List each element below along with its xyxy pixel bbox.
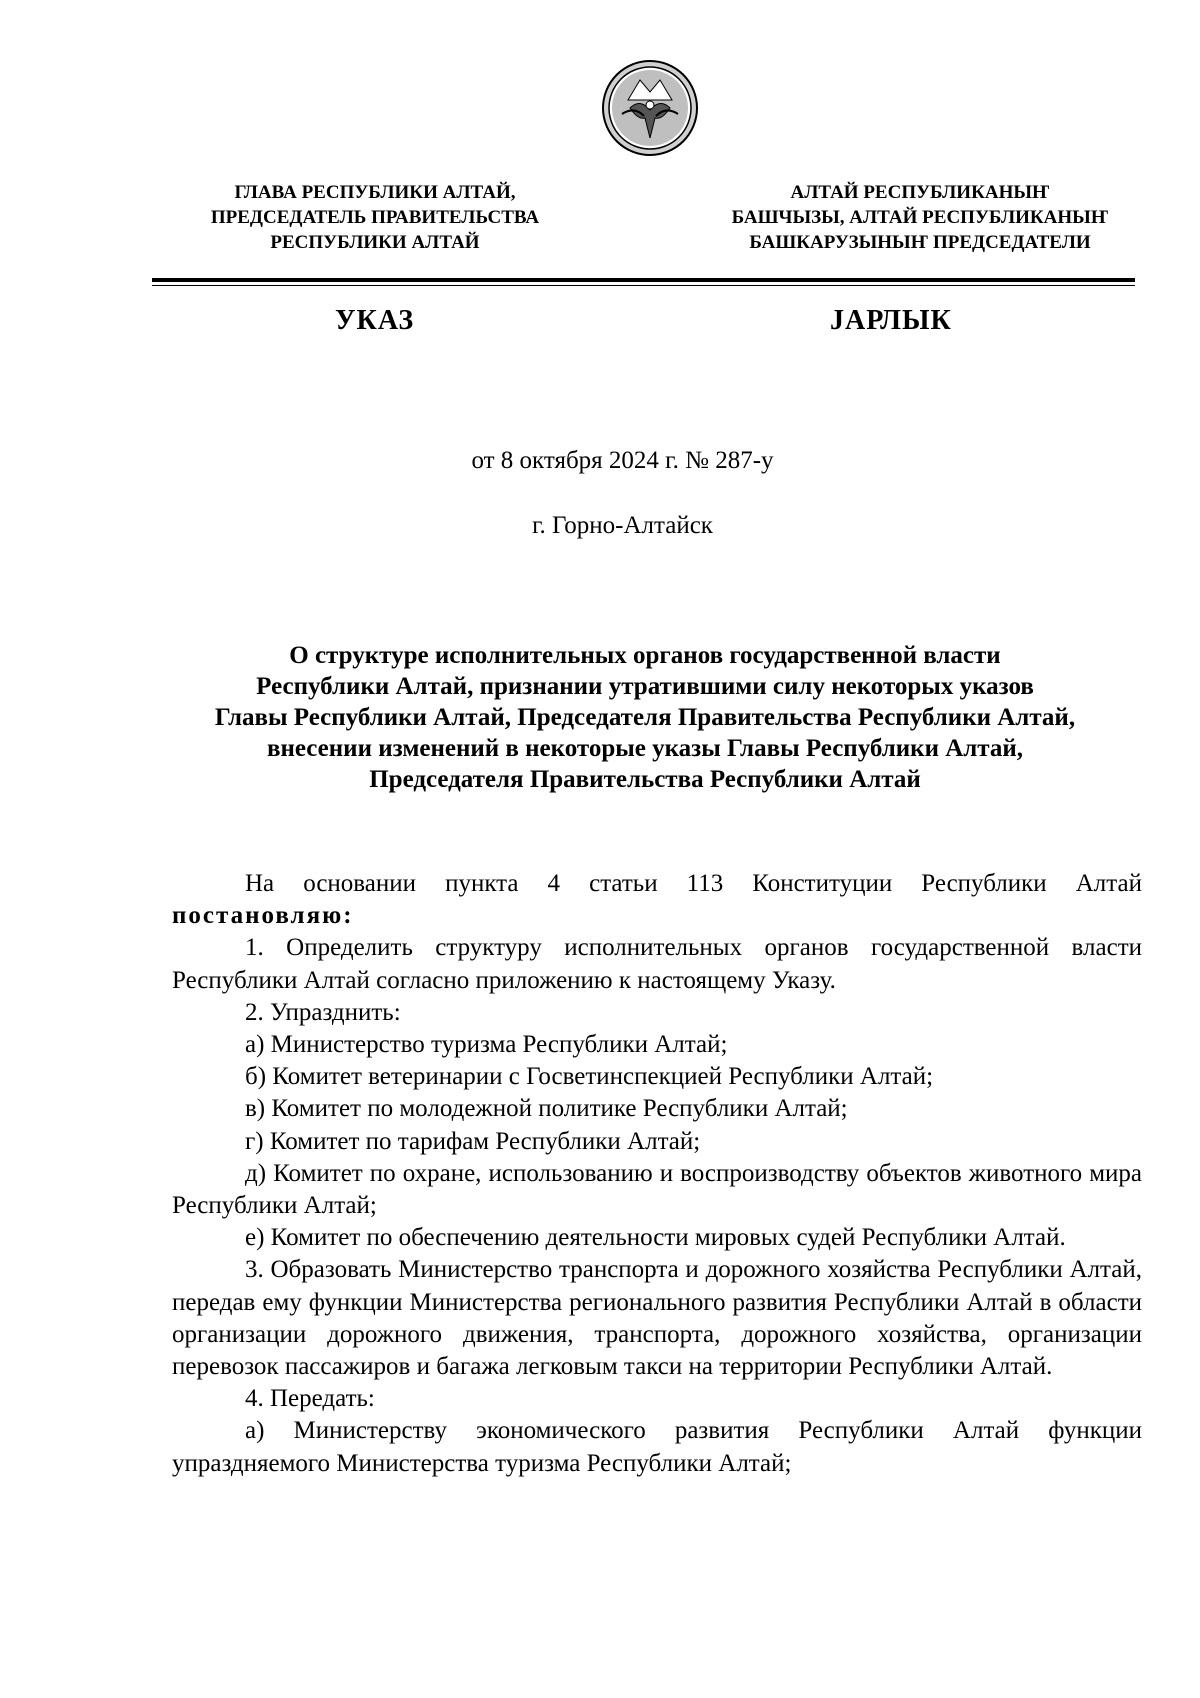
decree-city: г. Горно-Алтайск — [532, 512, 713, 539]
clause-2e: д) Комитет по охране, использованию и воспроизводству объектов животного мира Республики Алтай; — [172, 1159, 1142, 1220]
decree-title — [150, 640, 1140, 795]
doc-type-russian: УКАЗ — [335, 305, 415, 336]
doc-type-altai: ЈАРЛЫК — [830, 305, 952, 336]
coat-of-arms-emblem — [600, 58, 700, 158]
clause-4: 4. Передать: — [245, 1385, 375, 1413]
intro-text: На основании пункта 4 статьи 113 Конституции Республики Алтай — [245, 870, 1142, 897]
issuer-header-altai — [690, 180, 1150, 255]
issuer-line: БАШКАРУЗЫНЫҤ ПРЕДСЕДАТЕЛИ — [749, 232, 1091, 253]
decree-date-number: от 8 октября 2024 г. № 287-у — [471, 447, 774, 474]
issuer-line: ГЛАВА РЕСПУБЛИКИ АЛТАЙ, — [234, 182, 516, 203]
clause-3: 3. Образовать Министерство транспорта и дорожного хозяйства Республики Алтай, передав ему функции Министерства регионального развития Республики Алтай в области организации дорожного движения, транспорта, дорожного хозяйства, организации перевозок пассажиров и багажа легковым такси на территории Республики Алтай. — [172, 1256, 1142, 1381]
header-divider-thick — [152, 278, 1135, 282]
title-line: Республики Алтай, признании утратившими силу некоторых указов — [256, 673, 1034, 700]
title-line: Главы Республики Алтай, Председателя Правительства Республики Алтай, — [214, 704, 1076, 731]
clause-2f: е) Комитет по обеспечению деятельности мировых судей Республики Алтай. — [245, 1224, 1066, 1252]
clause-2c: в) Комитет по молодежной политике Республики Алтай; — [245, 1095, 848, 1123]
issuer-line: БАШЧЫЗЫ, АЛТАЙ РЕСПУБЛИКАНЫҤ — [731, 207, 1109, 228]
decree-body — [172, 868, 1142, 1480]
clause-2: 2. Упразднить: — [245, 998, 401, 1026]
issuer-line: АЛТАЙ РЕСПУБЛИКАНЫҤ — [790, 182, 1050, 203]
clause-2d: г) Комитет по тарифам Республики Алтай; — [245, 1127, 701, 1155]
clause-2a: а) Министерство туризма Республики Алтай; — [245, 1031, 728, 1059]
issuer-line: ПРЕДСЕДАТЕЛЬ ПРАВИТЕЛЬСТВА — [210, 207, 540, 228]
header-divider-thin — [152, 285, 1135, 286]
intro-paragraph — [172, 868, 1142, 932]
issuer-header-russian — [165, 180, 585, 255]
issuer-line: РЕСПУБЛИКИ АЛТАЙ — [270, 232, 480, 253]
title-line: О структуре исполнительных органов государственной власти — [289, 642, 1001, 669]
title-line: Председателя Правительства Республики Алтай — [369, 766, 921, 793]
decree-keyword: постановляю: — [172, 902, 354, 930]
clause-1: 1. Определить структуру исполнительных органов государственной власти Республики Алтай согласно приложению к настоящему Указу. — [172, 934, 1142, 994]
clause-2b: б) Комитет ветеринарии с Госветинспекцией Республики Алтай; — [245, 1063, 934, 1091]
title-line: внесении изменений в некоторые указы Главы Республики Алтай, — [266, 735, 1024, 762]
clause-4a: а) Министерству экономического развития Республики Алтай функции упраздняемого Министерства туризма Республики Алтай; — [172, 1417, 1142, 1477]
